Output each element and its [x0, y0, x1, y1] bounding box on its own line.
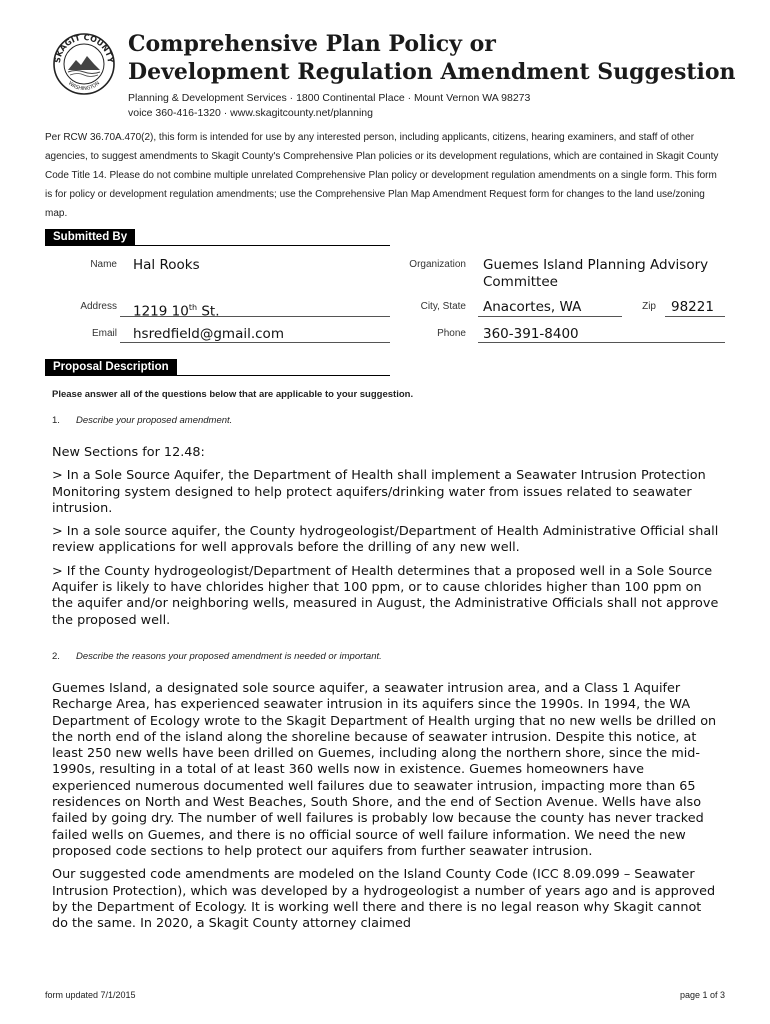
- form-title: [128, 30, 736, 86]
- phone-field[interactable]: 360-391-8400: [483, 326, 579, 342]
- proposal-description-header: [45, 359, 390, 376]
- address-value-suffix: th: [188, 303, 198, 312]
- address-line2: voice 360-416-1320 · www.skagitcounty.net/planning: [128, 107, 373, 119]
- answer-2-paragraph: Our suggested code amendments are modeled on the Island County Code (ICC 8.09.099 – Seawater Intrusion Protection), which was developed by a hydrogeologist a number of years ago and is approved by the Department of Ecology. It is working well there and there is no legal reason why Skagit cannot do the same. In 2020, a Skagit County attorney claimed: [52, 867, 716, 932]
- department-address: [128, 91, 530, 121]
- organization-field[interactable]: [483, 257, 708, 291]
- answer-1-paragraph: > If the County hydrogeologist/Department of Health determines that a proposed well in a Sole Source Aquifer is likely to have chlorides higher that 100 ppm, or to cause chlorides higher than 100 ppm on the aquifer and/or neighboring wells, measured in August, the Administrative Officials shall not approve the proposed well.: [52, 563, 719, 628]
- form-updated-date: form updated 7/1/2015: [45, 990, 136, 1000]
- zip-field[interactable]: 98221: [671, 299, 714, 315]
- answer-1-paragraph: > In a Sole Source Aquifer, the Department of Health shall implement a Seawater Intrusion Protection Monitoring system designed to help protect aquifers/drinking water from issues related to seawater intrusion.: [52, 468, 706, 516]
- zip-underline: [665, 316, 725, 317]
- question-1: [52, 415, 232, 426]
- proposal-description-label: Proposal Description: [45, 359, 177, 375]
- answer-1-paragraph: > In a sole source aquifer, the County hydrogeologist/Department of Health Administrative Official shall review applications for well approvals before the drilling of any new well.: [52, 524, 719, 556]
- svg-text:SKAGIT COUNTY: SKAGIT COUNTY: [52, 32, 116, 64]
- city-state-field[interactable]: Anacortes, WA: [483, 299, 582, 315]
- email-label: Email: [91, 328, 117, 339]
- phone-underline: [478, 342, 725, 343]
- svg-text:WASHINGTON: WASHINGTON: [66, 80, 102, 93]
- name-label: Name: [90, 259, 117, 270]
- organization-line1: Guemes Island Planning Advisory: [483, 257, 709, 273]
- email-underline: [120, 342, 390, 343]
- phone-label: Phone: [437, 328, 466, 339]
- intro-paragraph: Per RCW 36.70A.470(2), this form is intended for use by any interested person, including applicants, citizens, hearing examiners, and staff of other agencies, to suggest amendments to Skagit County's Comprehensive Plan policies or its development regulations, which are contained in Skagit County Code Title 14. Please do not combine multiple unrelated Comprehensive Plan policy or development regulation amendments on a single form. This form is for policy or development regulation amendments; use the Comprehensive Plan Map Amendment Request form for changes to the land use/zoning map.: [45, 132, 719, 219]
- question-1-number: 1.: [52, 415, 60, 426]
- form-title-line2: Development Regulation Amendment Suggestion: [128, 59, 736, 85]
- city-underline: [478, 316, 622, 317]
- submitted-by-label: Submitted By: [45, 229, 135, 245]
- address-value-main: 1219 10: [133, 303, 189, 320]
- address-label: Address: [80, 301, 117, 312]
- zip-label: Zip: [642, 301, 656, 312]
- answer-1-paragraph: New Sections for 12.48:: [52, 445, 205, 460]
- organization-label: Organization: [409, 259, 466, 270]
- name-field[interactable]: Hal Rooks: [133, 257, 200, 273]
- answer-2-field[interactable]: [52, 681, 720, 939]
- question-2-text: Describe the reasons your proposed amendment is needed or important.: [76, 651, 382, 662]
- email-field[interactable]: hsredfield@gmail.com: [133, 326, 284, 342]
- address-line1: Planning & Development Services · 1800 Continental Place · Mount Vernon WA 98273: [128, 92, 531, 104]
- proposal-instruction: Please answer all of the questions below that are applicable to your suggestion.: [52, 389, 414, 400]
- city-state-label: City, State: [420, 301, 466, 312]
- address-underline: [120, 316, 390, 317]
- county-seal-logo: [52, 32, 116, 96]
- submitted-by-header: [45, 229, 390, 246]
- address-value-end: St.: [197, 303, 220, 320]
- organization-line2: Committee: [483, 274, 558, 290]
- answer-1-field[interactable]: [52, 445, 720, 636]
- question-2: [52, 651, 382, 662]
- address-field[interactable]: [133, 299, 220, 321]
- question-2-number: 2.: [52, 651, 60, 662]
- page-number: page 1 of 3: [679, 990, 725, 1000]
- question-1-text: Describe your proposed amendment.: [76, 415, 233, 426]
- form-title-line1: Comprehensive Plan Policy or: [128, 31, 496, 57]
- answer-2-paragraph: Guemes Island, a designated sole source aquifer, a seawater intrusion area, and a Class 1 Aquifer Recharge Area, has experienced seawater intrusion in its aquifers since the 1990s. In 1994, the WA Department of Ecology wrote to the Skagit Department of Health urging that no new wells be drilled on the north end of the island along the shoreline because of seawater intrusion. Despite this notice, at least 250 new wells have been drilled on Guemes, including along the northern shore, since the mid-1990s, resulting in a total of at least 360 wells now in existence. Guemes homeowners have experienced numerous documented well failures due to seawater intrusion, impacting more than 65 residences on North and West Beaches, South Shore, and the end of Section Avenue. Wells have also failed by going dry. The number of well failures is probably low because the county has never tracked failed wells on Guemes, and there is no official source of well failure information. We need the new proposed code sections to help protect our aquifers from further seawater intrusion.: [52, 681, 717, 859]
